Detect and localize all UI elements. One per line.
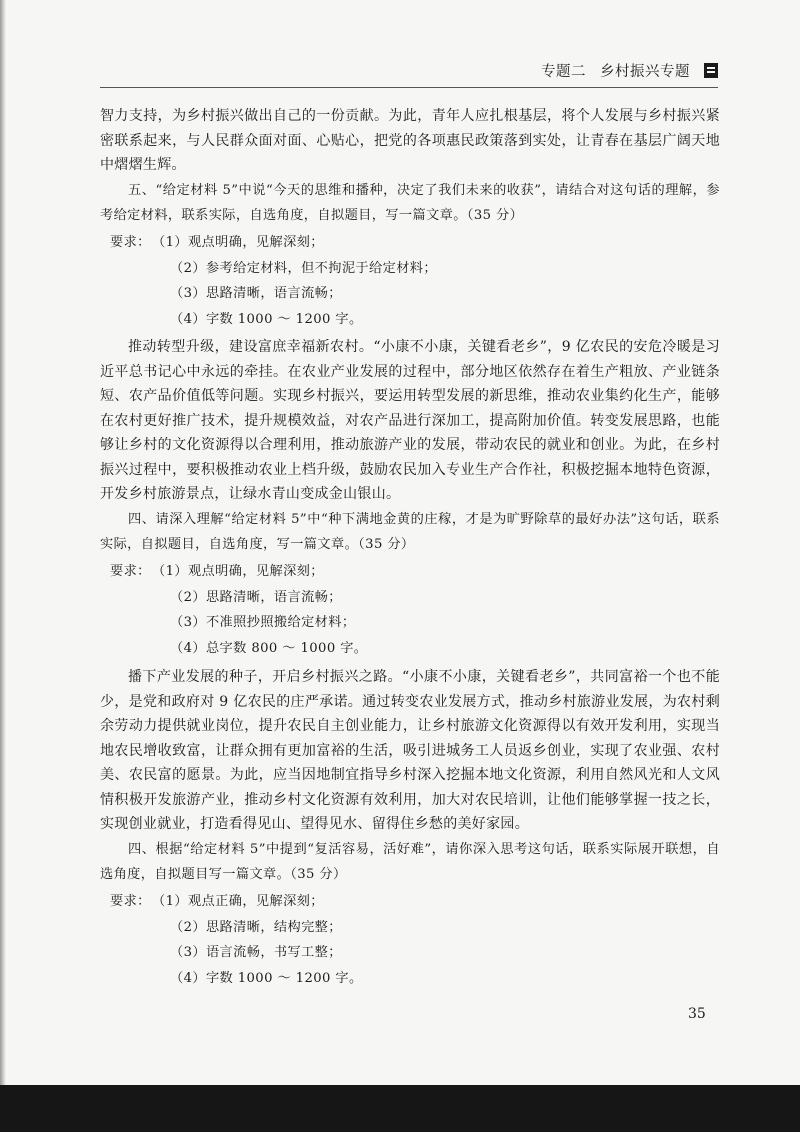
requirement-item: （1）观点明确，见解深刻； bbox=[152, 564, 324, 579]
book-icon bbox=[704, 63, 718, 78]
intro-text: 智力支持，为乡村振兴做出自己的一份贡献。为此，青年人应扎根基层，将个人发展与乡村振兴紧密联系起来，与人民群众面对面、心贴心，把党的各项惠民政策落到实处，让青春在基层广阔天地中熠熠生辉。 bbox=[100, 108, 720, 173]
header-topic: 乡村振兴专题 bbox=[600, 64, 690, 80]
page-number: 35 bbox=[688, 1006, 706, 1022]
requirement-row: （2）思路清晰，结构完整； bbox=[170, 919, 342, 935]
question-1-answer: 推动转型升级，建设富庶幸福新农村。“小康不小康，关键看老乡”，9 亿农民的安危冷暖是习近平总书记心中永远的牵挂。在农业产业发展的过程中，部分地区依然存在着生产粗放、产业链条短、农产品价值低等问题。实现乡村振兴，要运用转型发展的新思维，推动农业集约化生产，能够在农村更好推广技术，提升规模效益，对农产品进行深加工，提高附加价值。转变发展思路，也能够让乡村的文化资源得以合理利用，推动旅游产业的发展，带动农民的就业和创业。为此，在乡村振兴过程中，要积极推动农业上档升级，鼓励农民加入专业生产合作社，积极挖掘本地特色资源，开发乡村旅游景点，让绿水青山变成金山银山。 bbox=[100, 339, 720, 502]
requirement-row: （3）思路清晰，语言流畅； bbox=[170, 286, 342, 301]
scan-bottom-band bbox=[0, 1085, 800, 1132]
intro-paragraph bbox=[100, 104, 720, 178]
requirement-row: （2）参考给定材料，但不拘泥于给定材料； bbox=[170, 260, 437, 276]
requirements-label: 要求： bbox=[110, 564, 151, 579]
header-chapter: 专题二 bbox=[541, 64, 586, 80]
requirement-item: （1）观点明确，见解深刻； bbox=[152, 235, 324, 250]
requirements-label: 要求： bbox=[110, 894, 151, 909]
question-2 bbox=[100, 507, 720, 837]
scan-edge-shadow bbox=[0, 0, 6, 1132]
requirement-row: （4）字数 1000 ～ 1200 字。 bbox=[170, 970, 363, 986]
question-3 bbox=[100, 837, 720, 991]
question-2-answer: 播下产业发展的种子，开启乡村振兴之路。“小康不小康，关键看老乡”，共同富裕一个也不能少，是党和政府对 9 亿农民的庄严承诺。通过转变农业发展方式，推动乡村旅游业发展，为农村剩余劳动力提供就业岗位，提升农民自主创业能力，让乡村旅游文化资源得以有效开发利用，实现当地农民增收致富，让群众拥有更加富裕的生活，吸引进城务工人员返乡创业，实现了农业强、农村美、农民富的愿景。为此，应当因地制宜指导乡村深入挖掘本地文化资源，利用自然风光和人文风情积极开发旅游产业，推动乡村文化资源有效利用，加大对农民培训，让他们能够掌握一技之长，实现创业就业，打造看得见山、望得见水、留得住乡愁的美好家园。 bbox=[100, 669, 720, 832]
requirement-row bbox=[100, 889, 720, 915]
question-1 bbox=[100, 178, 720, 507]
question-2-requirements bbox=[100, 559, 720, 661]
requirement-row: （3）语言流畅，书写工整； bbox=[170, 945, 342, 960]
requirement-row: （4）总字数 800 ～ 1000 字。 bbox=[170, 640, 368, 656]
requirement-row bbox=[100, 559, 720, 585]
question-1-requirements bbox=[100, 230, 720, 332]
requirement-row bbox=[100, 230, 720, 256]
question-3-prompt: 四、根据“给定材料 5”中提到“复活容易，活好难”，请你深入思考这句话，联系实际展开联想，自选角度，自拟题目写一篇文章。（35 分） bbox=[100, 842, 720, 882]
question-3-requirements bbox=[100, 889, 720, 991]
header-divider bbox=[100, 87, 718, 88]
requirements-label: 要求： bbox=[110, 235, 151, 250]
question-2-prompt: 四、请深入理解“给定材料 5”中“种下满地金黄的庄稼，才是为旷野除草的最好办法”这句话，联系实际，自拟题目，自选角度，写一篇文章。（35 分） bbox=[100, 512, 720, 552]
question-1-prompt: 五、“给定材料 5”中说“今天的思维和播种，决定了我们未来的收获”，请结合对这句话的理解，参考给定材料，联系实际，自选角度，自拟题目，写一篇文章。（35 分） bbox=[100, 183, 720, 223]
requirement-item: （1）观点正确，见解深刻； bbox=[152, 894, 324, 909]
requirement-row: （4）字数 1000 ～ 1200 字。 bbox=[170, 311, 363, 327]
requirement-row: （3）不准照抄照搬给定材料； bbox=[170, 615, 356, 630]
requirement-row: （2）思路清晰，语言流畅； bbox=[170, 589, 342, 605]
running-header bbox=[541, 60, 718, 81]
